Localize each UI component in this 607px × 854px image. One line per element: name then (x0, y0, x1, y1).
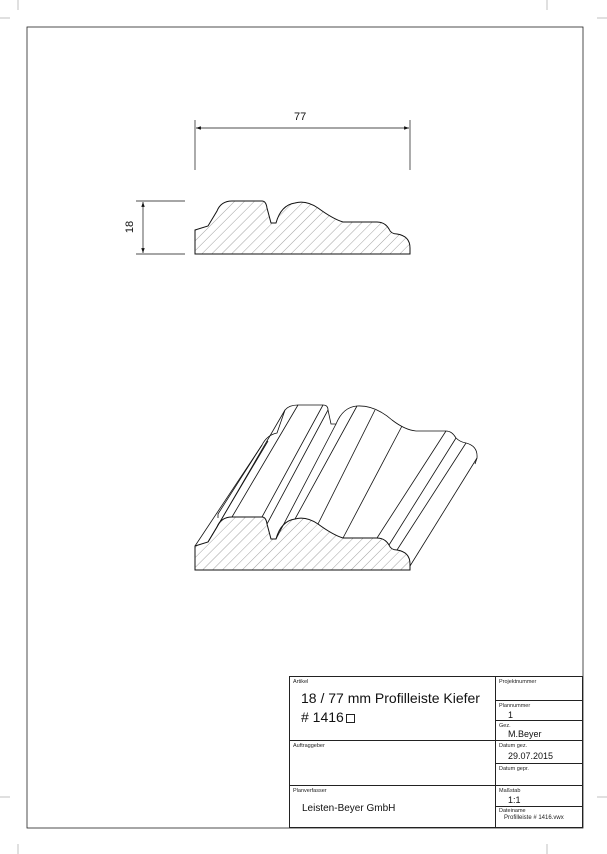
gez-label: Gez. (499, 723, 511, 729)
projektnummer-label: Projektnummer (499, 679, 537, 685)
plannummer-value: 1 (508, 710, 514, 720)
dateiname-cell (496, 807, 582, 827)
gez-cell (496, 721, 582, 741)
datum-gez-label: Datum gez. (499, 743, 528, 749)
planverfasser-cell (290, 786, 496, 827)
datum-gepr-label: Datum gepr. (499, 766, 529, 772)
dateiname-value: Profilleiste # 1416.vwx (504, 815, 564, 821)
datum-gepr-cell (496, 764, 582, 786)
planverfasser-label: Planverfasser (293, 788, 327, 794)
datum-gez-cell (496, 741, 582, 764)
auftraggeber-cell (290, 741, 496, 786)
dateiname-label: Dateiname (499, 808, 526, 814)
artikel-title: 18 / 77 mm Profilleiste Kiefer (301, 690, 480, 706)
height-dimension (136, 201, 185, 254)
width-dimension-label: 77 (294, 111, 307, 123)
artikel-cell (290, 677, 496, 741)
massstab-cell (496, 786, 582, 807)
artikel-number: # 1416 (301, 709, 344, 725)
empty-box-glyph (346, 714, 355, 723)
datum-gez-value: 29.07.2015 (508, 751, 554, 761)
gez-value: M.Beyer (508, 729, 542, 739)
width-dimension (195, 120, 410, 170)
massstab-value: 1:1 (508, 795, 521, 805)
auftraggeber-label: Auftraggeber (293, 743, 325, 749)
plannummer-label: Plannummer (499, 703, 531, 709)
planverfasser-value: Leisten-Beyer GmbH (302, 803, 396, 814)
plannummer-cell (496, 701, 582, 721)
isometric-view (195, 405, 477, 570)
projektnummer-cell (496, 677, 582, 701)
artikel-label: Artikel (293, 679, 309, 685)
massstab-label: Maßstab (499, 788, 521, 794)
title-block (289, 676, 583, 828)
profile-section (195, 201, 410, 254)
height-dimension-label: 18 (124, 220, 137, 234)
artikel-number-line (301, 709, 355, 725)
